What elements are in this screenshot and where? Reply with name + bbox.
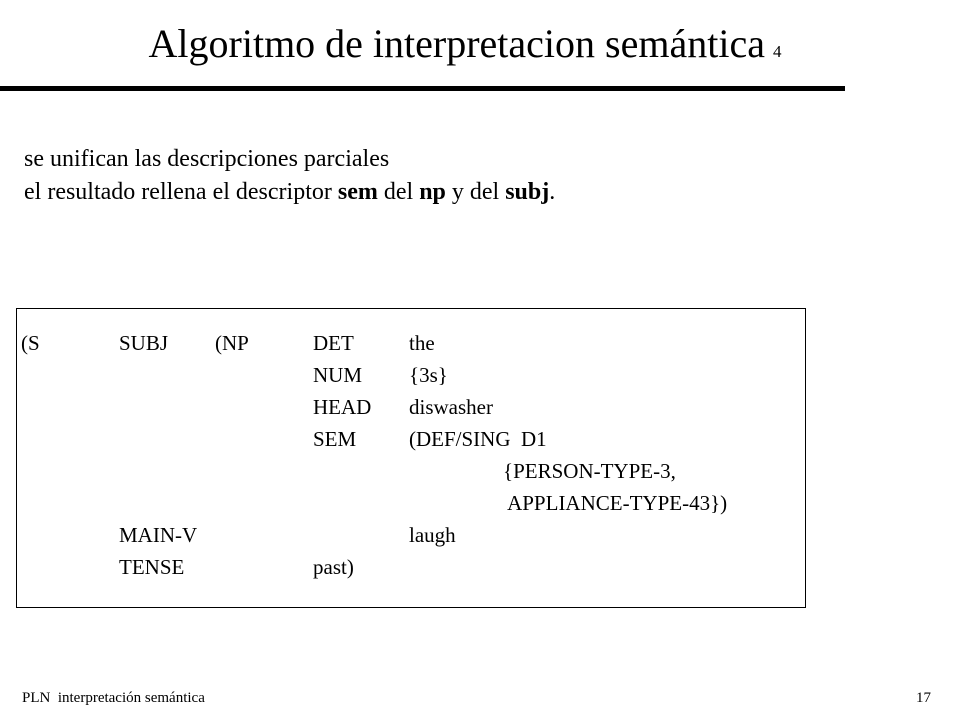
intro-line-2-part-4: . xyxy=(549,179,556,205)
intro-line-2-part-1: el resultado rellena el descriptor xyxy=(24,179,338,205)
page-number: 17 xyxy=(916,690,931,706)
fs-num-label: NUM xyxy=(313,363,363,387)
slide-title-text: Algoritmo de interpretacion semántica xyxy=(148,21,765,66)
fs-tense-value: past) xyxy=(313,555,354,579)
fs-subj-label: SUBJ xyxy=(119,331,169,355)
fs-head-label: HEAD xyxy=(313,395,372,419)
fs-np-open: (NP xyxy=(215,331,249,355)
fs-tense-label: TENSE xyxy=(119,555,185,579)
intro-line-2-part-2: del xyxy=(377,179,420,205)
fs-sem-set-line-1: {PERSON-TYPE-3, xyxy=(503,459,676,483)
title-underline xyxy=(0,86,845,91)
feature-structure-box xyxy=(16,308,806,608)
intro-line-2 xyxy=(24,176,555,209)
fs-det-value: the xyxy=(409,331,435,355)
slide-title-number: 4 xyxy=(772,42,782,61)
footer-course-text: PLN interpretación semántica xyxy=(22,690,205,706)
fs-sem-value: (DEF/SING D1 xyxy=(409,427,547,451)
fs-main-v-value: laugh xyxy=(409,523,456,547)
slide-title xyxy=(0,18,930,78)
intro-text xyxy=(24,143,555,209)
intro-line-1: se unifican las descripciones parciales xyxy=(24,146,390,172)
fs-s-open: (S xyxy=(21,331,40,355)
fs-main-v-label: MAIN-V xyxy=(119,523,198,547)
term-sem: sem xyxy=(337,179,378,205)
fs-num-value: {3s} xyxy=(409,363,448,387)
term-np: np xyxy=(419,179,446,205)
fs-sem-set-line-2: APPLIANCE-TYPE-43}) xyxy=(503,491,728,515)
intro-line-2-part-3: y del xyxy=(445,179,506,205)
term-subj: subj xyxy=(505,179,550,205)
fs-head-value: diswasher xyxy=(409,395,493,419)
fs-det-label: DET xyxy=(313,331,354,355)
footer-course-label xyxy=(22,688,205,708)
fs-sem-label: SEM xyxy=(313,427,357,451)
